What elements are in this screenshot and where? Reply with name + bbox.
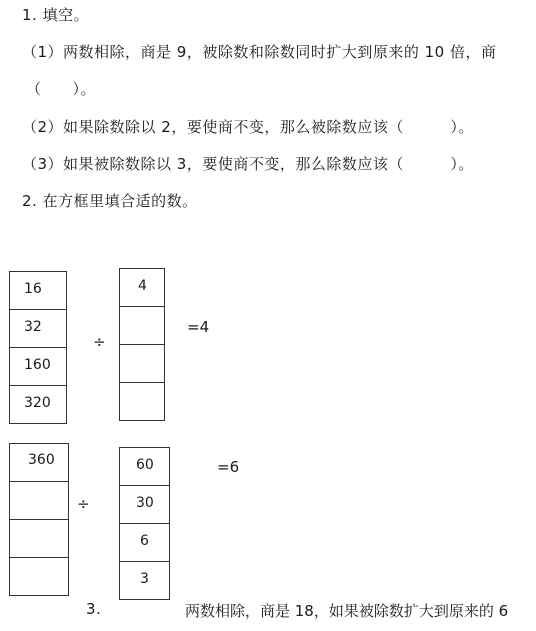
group2-divisor-value: 6	[140, 533, 149, 549]
group1-dividend-box[interactable]	[9, 309, 67, 348]
group2-dividend-box[interactable]	[9, 481, 69, 520]
q1-item2: （2）如果除数除以 2，要使商不变，那么被除数应该（ ）。	[22, 118, 474, 136]
group2-dividend-box[interactable]	[9, 443, 69, 482]
group1-dividend-box[interactable]	[9, 271, 67, 310]
group1-divisor-box[interactable]	[119, 382, 165, 421]
group2-dividend-box[interactable]	[9, 519, 69, 558]
group1-divisor-value: 4	[138, 278, 147, 294]
group2-divide-sign: ÷	[77, 495, 90, 513]
q1-item1-line2: （ ）。	[26, 80, 97, 98]
group1-divisor-box[interactable]	[119, 306, 165, 345]
group1-dividend-value: 320	[24, 395, 51, 411]
group1-dividend-value: 160	[24, 357, 51, 373]
group1-dividend-value: 32	[24, 319, 42, 335]
group2-dividend-box[interactable]	[9, 557, 69, 596]
group2-divisor-box[interactable]	[119, 561, 170, 600]
group1-dividend-box[interactable]	[9, 347, 67, 386]
q3-number: 3.	[86, 600, 102, 618]
q1-item3: （3）如果被除数除以 3，要使商不变，那么除数应该（ ）。	[22, 155, 474, 173]
q2-heading: 2. 在方框里填合适的数。	[22, 192, 198, 210]
group1-result: =4	[187, 318, 210, 336]
group1-dividend-value: 16	[24, 281, 42, 297]
group1-divide-sign: ÷	[93, 333, 106, 351]
group2-divisor-box[interactable]	[119, 523, 170, 562]
q3-text: 两数相除，商是 18，如果被除数扩大到原来的 6	[185, 602, 509, 620]
group2-divisor-box[interactable]	[119, 485, 170, 524]
q1-heading: 1. 填空。	[22, 6, 90, 24]
group2-divisor-value: 30	[136, 495, 154, 511]
group2-divisor-value: 60	[136, 457, 154, 473]
group2-divisor-value: 3	[140, 571, 149, 587]
group1-divisor-box[interactable]	[119, 344, 165, 383]
group2-result: =6	[217, 458, 240, 476]
group1-divisor-box[interactable]	[119, 268, 165, 307]
group2-divisor-box[interactable]	[119, 447, 170, 486]
q1-item1-line1: （1）两数相除，商是 9，被除数和除数同时扩大到原来的 10 倍，商	[22, 43, 497, 61]
group1-dividend-box[interactable]	[9, 385, 67, 424]
group2-dividend-value: 360	[28, 452, 55, 468]
